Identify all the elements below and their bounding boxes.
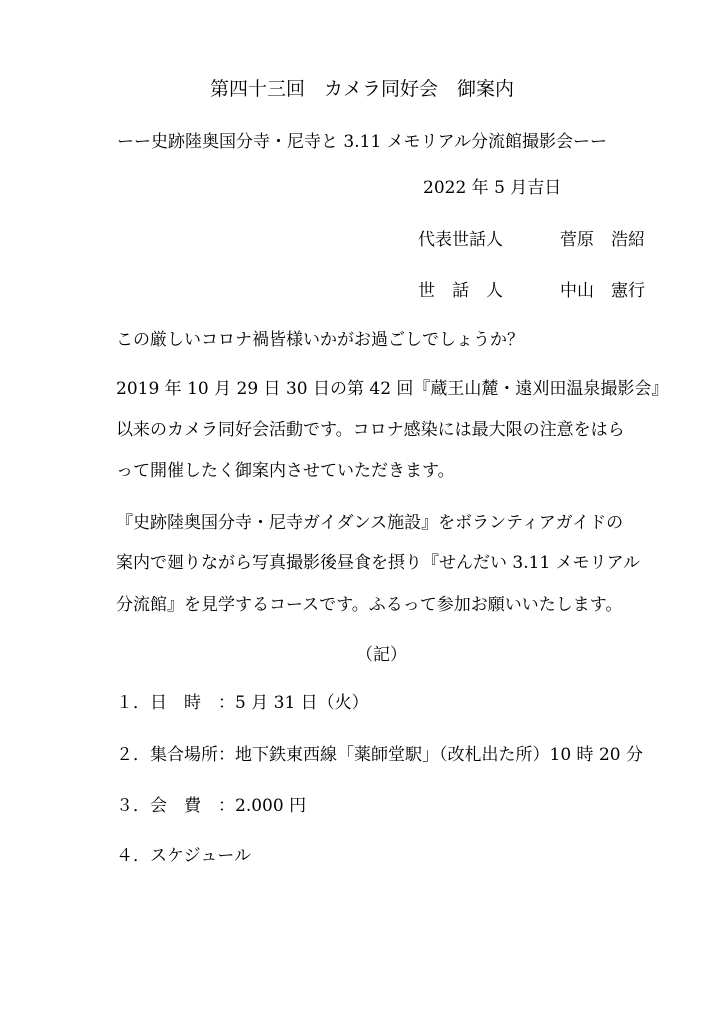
- paragraph2-line: 案内で廻りながら写真撮影後昼食を摂り『せんだい 3.11 メモリアル: [116, 553, 640, 573]
- document-date: 2022 年 5 月吉日: [423, 178, 562, 198]
- signatory-role: 世 話 人: [418, 281, 503, 301]
- ki-marker: （記）: [356, 645, 407, 665]
- page-title: 第四十三回 カメラ同好会 御案内: [209, 78, 514, 100]
- greeting-text: この厳しいコロナ禍皆様いかがお過ごしでしょうか？: [116, 330, 524, 350]
- signatory-name: 中山 憲行: [560, 281, 645, 301]
- page-subtitle: ーー史跡陸奥国分寺・尼寺と 3.11 メモリアル分流館撮影会ーー: [117, 132, 607, 152]
- signatory-name: 菅原 浩紹: [560, 230, 645, 250]
- paragraph2-line: 分流館』を見学するコースです。ふるって参加お願いいたします。: [116, 595, 623, 615]
- list-item: １．日 時 ：5 月 31 日（火）: [116, 693, 369, 713]
- paragraph1-line: って開催したく御案内させていただきます。: [116, 461, 455, 481]
- list-item: ３．会 費 ：2.000 円: [116, 796, 307, 816]
- list-item: ４．スケジュール: [116, 846, 251, 866]
- paragraph2-line: 『史跡陸奥国分寺・尼寺ガイダンス施設』をボランティアガイドの: [116, 513, 624, 533]
- paragraph1-line: 2019 年 10 月 29 日 30 日の第 42 回『蔵王山麓・遠刈田温泉撮影会』: [116, 379, 669, 399]
- paragraph1-line: 以来のカメラ同好会活動です。コロナ感染には最大限の注意をはら: [116, 420, 625, 440]
- signatory-representative: [418, 230, 645, 250]
- signatory-role: 代表世話人: [418, 230, 503, 250]
- list-item: ２．集合場所：地下鉄東西線「薬師堂駅」（改札出た所）10 時 20 分: [116, 745, 643, 765]
- signatory-secretary: [418, 281, 645, 301]
